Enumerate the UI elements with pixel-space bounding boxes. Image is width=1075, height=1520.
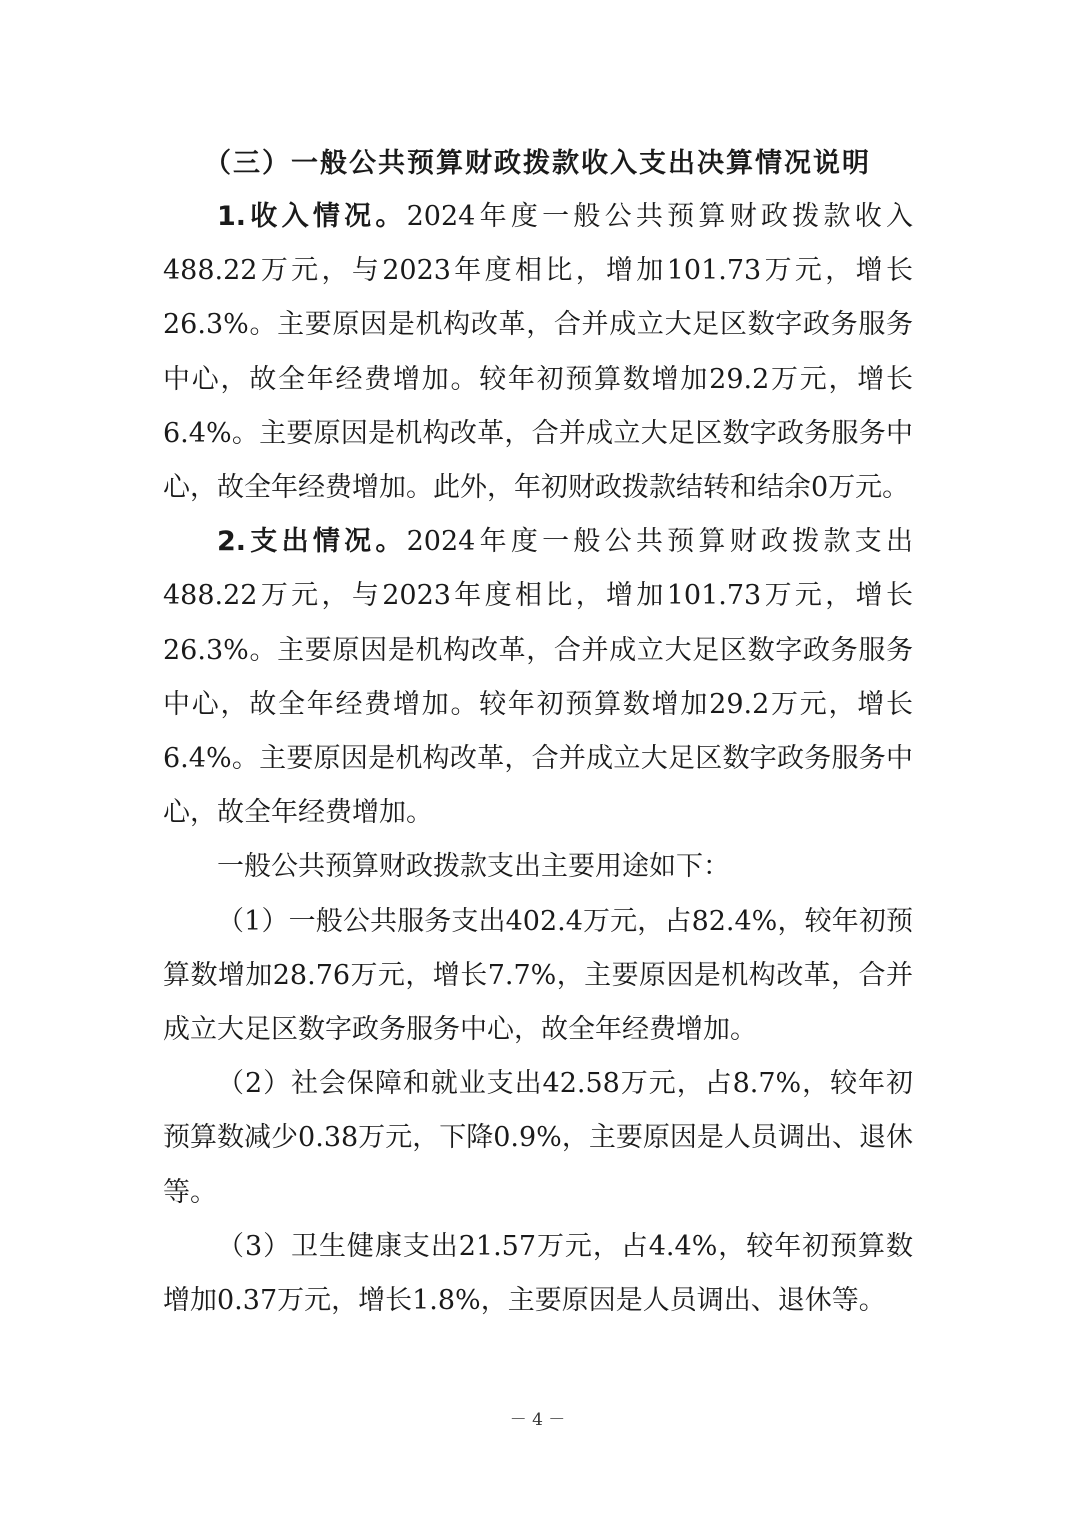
usage-item-2-text: （2）社会保障和就业支出42.58万元，占8.7%，较年初预算数减少0.38万元，下降0.9%，主要原因是人员调出、退休等。	[163, 1068, 913, 1208]
income-text: 2024年度一般公共预算财政拨款收入488.22万元，与2023年度相比，增加101.73万元，增长26.3%。主要原因是机构改革，合并成立大足区数字政务服务中心，故全年经费增加。较年初预算数增加29.2万元，增长6.4%。主要原因是机构改革，合并成立大足区数字政务服务中心，故全年经费增加。此外，年初财政拨款结转和结余0万元。	[163, 201, 914, 504]
expenditure-lead: 2.支出情况。	[217, 526, 407, 558]
section-heading: （三）一般公共预算财政拨款收入支出决算情况说明	[204, 148, 871, 179]
document-body	[163, 190, 913, 1328]
usage-item-2	[163, 1057, 913, 1220]
usage-item-1	[163, 895, 913, 1058]
expenditure-paragraph	[163, 515, 913, 840]
usage-intro-paragraph	[163, 840, 913, 894]
income-lead: 1.收入情况。	[217, 201, 407, 232]
usage-item-3	[163, 1220, 913, 1328]
page-number: － 4 －	[509, 1410, 566, 1430]
income-paragraph	[163, 190, 913, 515]
expenditure-text: 2024年度一般公共预算财政拨款支出488.22万元，与2023年度相比，增加101.73万元，增长26.3%。主要原因是机构改革，合并成立大足区数字政务服务中心，故全年经费增加。较年初预算数增加29.2万元，增长6.4%。主要原因是机构改革，合并成立大足区数字政务服务中心，故全年经费增加。	[163, 526, 914, 829]
usage-intro-text: 一般公共预算财政拨款支出主要用途如下：	[217, 851, 730, 883]
usage-item-3-text: （3）卫生健康支出21.57万元，占4.4%，较年初预算数增加0.37万元，增长1.8%，主要原因是人员调出、退休等。	[163, 1230, 913, 1317]
usage-item-1-text: （1）一般公共服务支出402.4万元，占82.4%，较年初预算数增加28.76万元，增长7.7%，主要原因是机构改革，合并成立大足区数字政务服务中心，故全年经费增加。	[163, 905, 913, 1046]
